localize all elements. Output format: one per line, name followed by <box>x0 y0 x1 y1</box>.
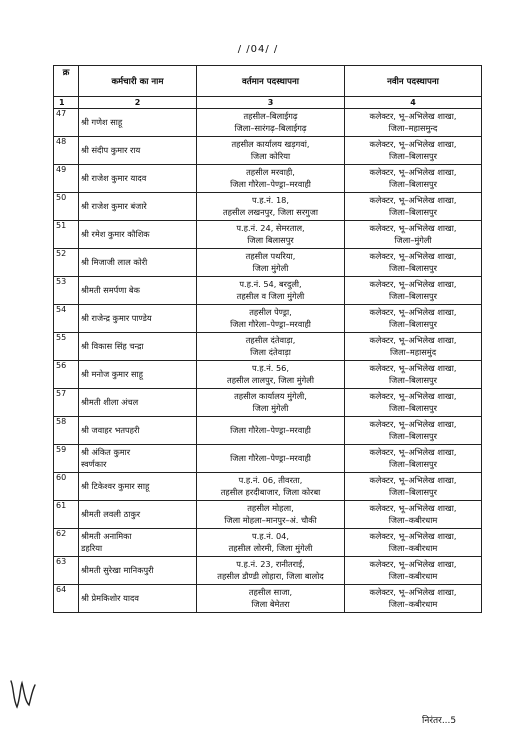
serial-cell: 57 <box>54 389 79 417</box>
serial-cell: 59 <box>54 445 79 473</box>
column-number-row <box>54 97 482 109</box>
current-posting-cell: तहसील कार्यालय खड़गवां, जिला कोरिया <box>197 137 345 165</box>
current-posting-cell: तहसील मरवाही, जिला गौरेला–पेण्ड्रा–मरवाही <box>197 165 345 193</box>
table-row <box>54 417 482 445</box>
current-posting-cell: प.ह.नं. 23, रानीतराई, तहसील डौण्डी लोहारा, जिला बालोद <box>197 557 345 585</box>
new-posting-cell: कलेक्टर, भू–अभिलेख शाखा, जिला–कबीरधाम <box>345 529 482 557</box>
current-posting-cell: तहसील दंतेवाड़ा, जिला दंतेवाड़ा <box>197 333 345 361</box>
table-row <box>54 557 482 585</box>
new-posting-cell: कलेक्टर, भू–अभिलेख शाखा, जिला–कबीरधाम <box>345 557 482 585</box>
current-posting-cell: जिला गौरेला–पेण्ड्रा–मरवाही <box>197 417 345 445</box>
table-row <box>54 445 482 473</box>
employee-name-cell: श्री राजेश कुमार बंजारे <box>79 193 197 221</box>
current-posting-cell: प.ह.नं. 54, बरदुली, तहसील व जिला मुंगेली <box>197 277 345 305</box>
employee-name-cell: श्री राजेन्द्र कुमार पाण्डेय <box>79 305 197 333</box>
table-row <box>54 585 482 613</box>
table-row <box>54 333 482 361</box>
table-row <box>54 109 482 137</box>
serial-cell: 64 <box>54 585 79 613</box>
header-serial: क्र <box>54 66 79 97</box>
current-posting-cell: तहसील पथरिया, जिला मुंगेली <box>197 249 345 277</box>
employee-name-cell: श्रीमती शीला अंचल <box>79 389 197 417</box>
employee-name-cell: श्री प्रेमकिशोर यादव <box>79 585 197 613</box>
new-posting-cell: कलेक्टर, भू–अभिलेख शाखा, जिला–बिलासपुर <box>345 445 482 473</box>
new-posting-cell: कलेक्टर, भू–अभिलेख शाखा, जिला–बिलासपुर <box>345 417 482 445</box>
current-posting-cell: प.ह.नं. 56, तहसील लालपुर, जिला मुंगेली <box>197 361 345 389</box>
column-number: 3 <box>197 97 345 109</box>
serial-cell: 54 <box>54 305 79 333</box>
employee-name-cell: श्री राजेश कुमार यादव <box>79 165 197 193</box>
employee-name-cell: श्री जवाहर भतपहरी <box>79 417 197 445</box>
table-row <box>54 501 482 529</box>
employee-name-cell: श्री मिजाजी लाल कोरी <box>79 249 197 277</box>
employee-name-cell: श्री टिकेश्वर कुमार साहू <box>79 473 197 501</box>
serial-cell: 58 <box>54 417 79 445</box>
current-posting-cell: प.ह.नं. 18, तहसील लखनपुर, जिला सरगुजा <box>197 193 345 221</box>
table-row <box>54 361 482 389</box>
new-posting-cell: कलेक्टर, भू–अभिलेख शाखा, जिला–बिलासपुर <box>345 165 482 193</box>
new-posting-cell: कलेक्टर, भू–अभिलेख शाखा, जिला–बिलासपुर <box>345 305 482 333</box>
current-posting-cell: तहसील मोहला, जिला मोहला–मानपुर–अं. चौकी <box>197 501 345 529</box>
employee-name-cell: श्री संदीप कुमार राय <box>79 137 197 165</box>
current-posting-cell: प.ह.नं. 04, तहसील लोरमी, जिला मुंगेली <box>197 529 345 557</box>
new-posting-cell: कलेक्टर, भू–अभिलेख शाखा, जिला–बिलासपुर <box>345 277 482 305</box>
new-posting-cell: कलेक्टर, भू–अभिलेख शाखा, जिला–बिलासपुर <box>345 193 482 221</box>
new-posting-cell: कलेक्टर, भू–अभिलेख शाखा, जिला–महासमुंद <box>345 333 482 361</box>
serial-cell: 48 <box>54 137 79 165</box>
header-current-posting: वर्तमान पदस्थापना <box>197 66 345 97</box>
serial-cell: 62 <box>54 529 79 557</box>
column-number: 1 <box>54 97 79 109</box>
employee-name-cell: श्री विकास सिंह चन्द्रा <box>79 333 197 361</box>
transfer-table <box>53 65 482 613</box>
current-posting-cell: प.ह.नं. 06, तीवरता, तहसील हरदीबाजार, जिला कोरबा <box>197 473 345 501</box>
serial-cell: 60 <box>54 473 79 501</box>
table-row <box>54 137 482 165</box>
serial-cell: 52 <box>54 249 79 277</box>
employee-name-cell: श्री मनोज कुमार साहू <box>79 361 197 389</box>
new-posting-cell: कलेक्टर, भू–अभिलेख शाखा, जिला–कबीरधाम <box>345 501 482 529</box>
page-number-header: / /04/ / <box>237 44 279 55</box>
employee-name-cell: श्री गणेश साहू <box>79 109 197 137</box>
serial-cell: 56 <box>54 361 79 389</box>
column-number: 4 <box>345 97 482 109</box>
new-posting-cell: कलेक्टर, भू–अभिलेख शाखा, जिला–मुंगेली <box>345 221 482 249</box>
table-row <box>54 277 482 305</box>
table-header-row <box>54 66 482 97</box>
serial-cell: 50 <box>54 193 79 221</box>
new-posting-cell: कलेक्टर, भू–अभिलेख शाखा, जिला–बिलासपुर <box>345 473 482 501</box>
employee-name-cell: श्रीमती अनामिका डहरिया <box>79 529 197 557</box>
serial-cell: 47 <box>54 109 79 137</box>
new-posting-cell: कलेक्टर, भू–अभिलेख शाखा, जिला–महासमुन्द <box>345 109 482 137</box>
new-posting-cell: कलेक्टर, भू–अभिलेख शाखा, जिला–बिलासपुर <box>345 249 482 277</box>
header-new-posting: नवीन पदस्थापना <box>345 66 482 97</box>
current-posting-cell: तहसील कार्यालय मुंगेली, जिला मुंगेली <box>197 389 345 417</box>
current-posting-cell: तहसील साजा, जिला बेमेतरा <box>197 585 345 613</box>
table-row <box>54 389 482 417</box>
employee-name-cell: श्रीमती सुरेखा मानिकपुरी <box>79 557 197 585</box>
table-row <box>54 305 482 333</box>
column-number: 2 <box>79 97 197 109</box>
new-posting-cell: कलेक्टर, भू–अभिलेख शाखा, जिला–बिलासपुर <box>345 137 482 165</box>
signature-mark <box>8 673 38 713</box>
serial-cell: 55 <box>54 333 79 361</box>
employee-name-cell: श्रीमती लवली ठाकुर <box>79 501 197 529</box>
table-row <box>54 249 482 277</box>
table-row <box>54 473 482 501</box>
table-row <box>54 529 482 557</box>
employee-name-cell: श्री रमेश कुमार कौशिक <box>79 221 197 249</box>
serial-cell: 53 <box>54 277 79 305</box>
table-row <box>54 221 482 249</box>
current-posting-cell: तहसील पेण्ड्रा, जिला गौरेला–पेण्ड्रा–मरवाही <box>197 305 345 333</box>
employee-name-cell: श्रीमती समर्पणा बेक <box>79 277 197 305</box>
new-posting-cell: कलेक्टर, भू–अभिलेख शाखा, जिला–बिलासपुर <box>345 361 482 389</box>
new-posting-cell: कलेक्टर, भू–अभिलेख शाखा, जिला–बिलासपुर <box>345 389 482 417</box>
employee-name-cell: श्री अंकित कुमार स्वर्णकार <box>79 445 197 473</box>
table-row <box>54 193 482 221</box>
serial-cell: 51 <box>54 221 79 249</box>
current-posting-cell: तहसील–बिलाईगढ़ जिला–सारंगढ़–बिलाईगढ़ <box>197 109 345 137</box>
serial-cell: 49 <box>54 165 79 193</box>
serial-cell: 61 <box>54 501 79 529</box>
new-posting-cell: कलेक्टर, भू–अभिलेख शाखा, जिला–कबीरधाम <box>345 585 482 613</box>
serial-cell: 63 <box>54 557 79 585</box>
table-row <box>54 165 482 193</box>
continued-note: निरंतर...5 <box>422 716 457 726</box>
current-posting-cell: जिला गौरेला–पेण्ड्रा–मरवाही <box>197 445 345 473</box>
header-employee-name: कर्मचारी का नाम <box>79 66 197 97</box>
current-posting-cell: प.ह.नं. 24, सेमरताल, जिला बिलासपुर <box>197 221 345 249</box>
